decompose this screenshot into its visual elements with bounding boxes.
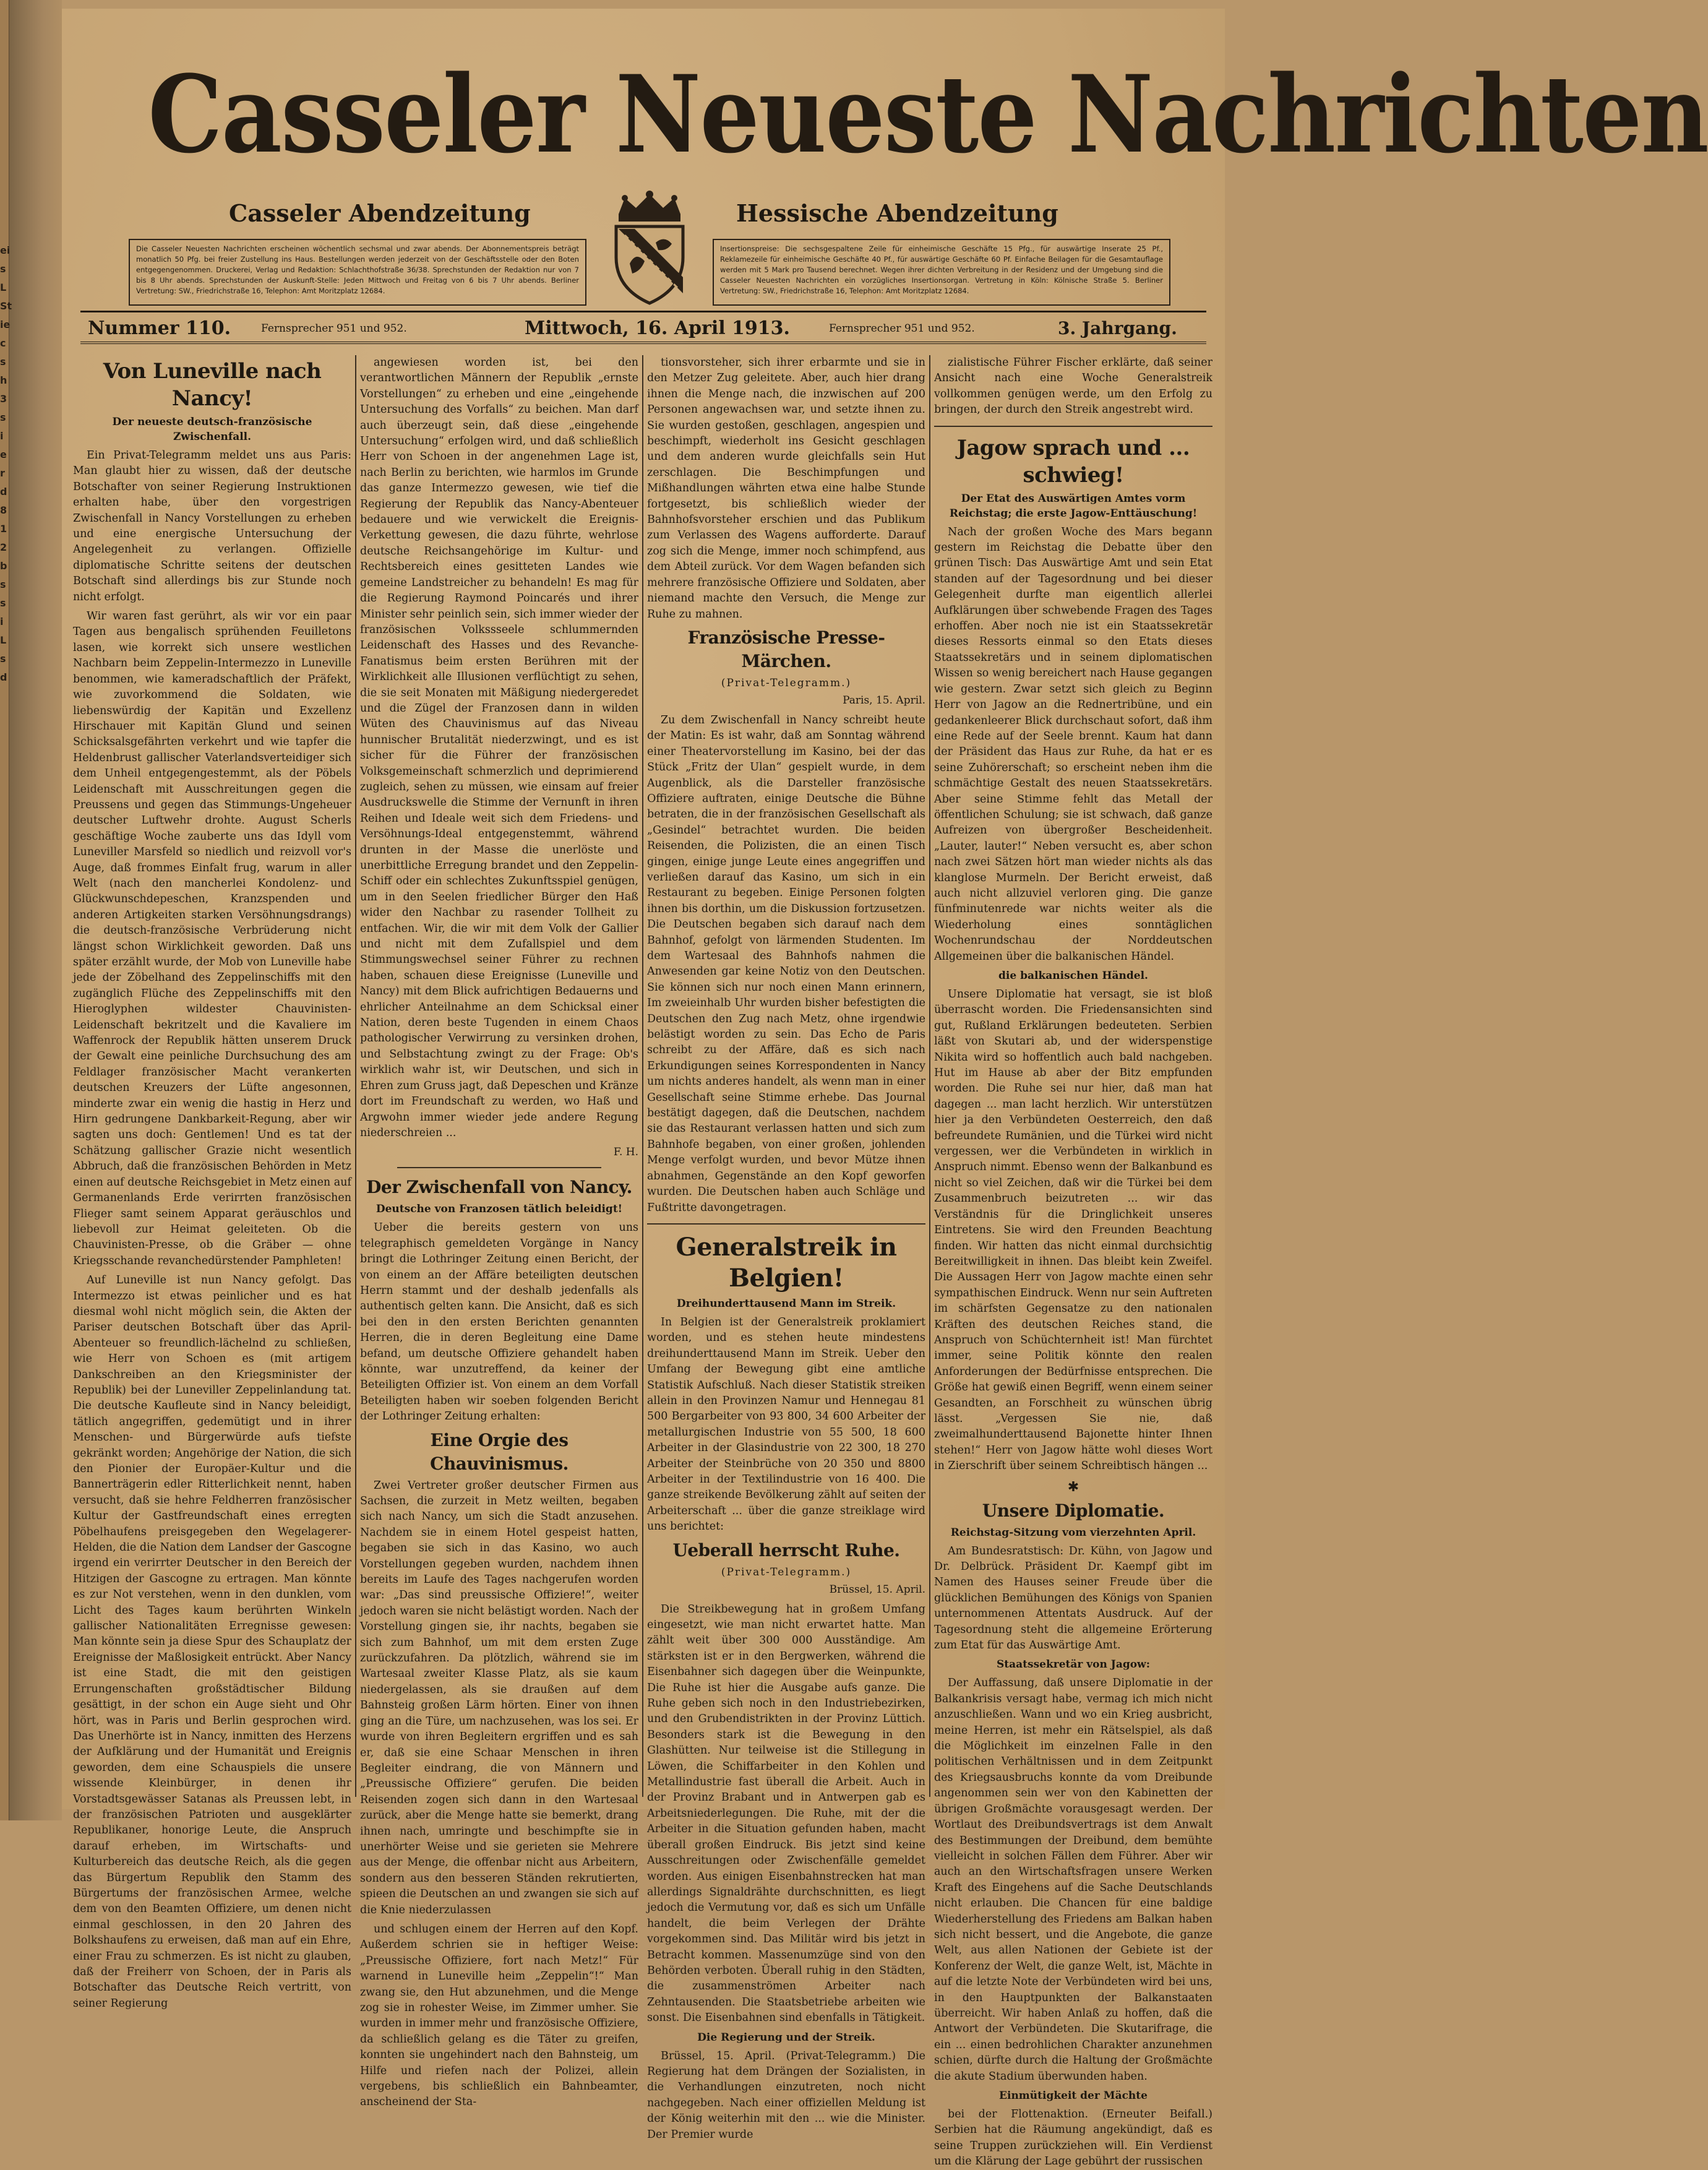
article-paragraph: Nach der großen Woche des Mars begann gestern im Reichstag die Debatte über den grünen Tisch: Das Auswärtige Amt und sein Etat standen auf der Tagesordnung und bei dieser Gelegenheit durfte man eigentlich allerlei Aufklärungen über schwebende Fragen des Tages erhoffen. Aber noch nie ist ein Staatssekretär dieses Ressorts einmal so den Etats dieses Staatssekretärs und in seinem diplomatischen Wissen so wenig bereichert nach Hause gegangen wie gestern. Zwar setzt sich gleich zu Beginn Herr von Jagow an die Rednertribüne, und ein gedankenleerer Blick durchschaut sofort, daß ihm eine Rede auf der Seele brennt. Kaum hat dann der Präsident das Haus zur Ruhe, da hat er es seine Zuhörerschaft; so erscheint neben ihm die schmächtige Gestalt des neuen Staatssekretärs. Aber seine Stimme fehlt das Metall der öffentlichen Schulung; sie ist schwach, daß ganze Aufreizen von übergroßer Bescheidenheit. „Lauter, lauter!“ Neben versucht es, aber schon nach zwei Sätzen hört man wieder nichts als das klanglose Murmeln. Der Bericht erweist, daß auch nicht allzuviel verloren ging. Die ganze fünfminutenrede war nichts weiter als die Wiederholung eines sonntäglichen Wochenrundschau der Norddeutschen Allgemeinen über die balkanischen Händel. xyxy=(934,525,1212,963)
article-headline: Der Zwischenfall von Nancy. xyxy=(366,1177,632,1198)
binding-fragment: b xyxy=(0,560,7,572)
binding-fragment: 3 xyxy=(0,393,7,405)
article-paragraph: bei der Flottenaktion. (Erneuter Beifall.) Serbien hat die Räumung angekündigt, daß es seine Truppen zurückziehen will. Ein Verdienst um die Klärung der Lage gebührt der russischen xyxy=(934,2108,1212,2168)
binding-fragment: s xyxy=(0,356,6,368)
binding-fragment: c xyxy=(0,337,6,349)
subtitle-left: Casseler Abendzeitung xyxy=(229,199,531,227)
binding-fragment: 1 xyxy=(0,523,7,535)
article-separator xyxy=(934,426,1212,427)
article-deck: Der neueste deutsch-französische Zwischenfall. xyxy=(112,416,312,443)
binding-fragment: St xyxy=(0,300,12,312)
article-deck: Der Etat des Auswärtigen Amtes vorm Reichstag; die erste Jagow-Enttäuschung! xyxy=(949,492,1198,520)
article-separator xyxy=(397,1167,601,1168)
binding-fragment: ie xyxy=(0,319,11,330)
phone-right: Fernsprecher 951 und 952. xyxy=(829,322,975,335)
article-paragraph: zialistische Führer Fischer erklärte, daß seiner Ansicht nach eine Woche Generalstreik vollkommen genügen werde, um den Erfolg zu bringen, der durch den Streik angestrebt wird. xyxy=(934,356,1212,416)
binding-fragments xyxy=(0,241,10,687)
article-paragraph: Unsere Diplomatie hat versagt, sie ist bloß überrascht worden. Die Friedensansichten sind gut, Rußland Erklärungen bedeuteten. Serbien läßt von Skutari ab, und der widerspenstige Nikita wird so hoffentlich auch bald nachgeben. Hut im Hause ab aber der Bitz empfunden worden. Die Ruhe sei nur hier, daß man hat dagegen ... man lacht herzlich. Wir unterstützen hier ja den Verbündeten Oesterreich, den daß befreundete Rumänien, und die Türkei wird nicht vergessen, wer die Verbündeten in wirklich in Anspruch nimmt. Ebenso wenn der Balkanbund es nicht so viel Zeichen, daß wir die Türkei bei dem Zusammenbruch beizutreten ... wir das Verständnis für die Dringlichkeit unseres Eintretens. Sie wird den Freunden Beachtung finden. Wir hatten das nicht einmal durchsichtig Bereitwilligkeit in ihnen. Das bleibt kein Zweifel. Die Aussagen Herr von Jagow machte einen sehr sympathischen Eindruck. Wenn nur sein Auftreten im schärfsten Gegensatze zu den nationalen Kräften des deutschen Reiches stand, die Anspruch von Schüchternheit ist! Man fürchtet immer, seine Politik könnte den realen Anforderungen der Bedürfnisse entsprechen. Die Größe hat gewiß einen Begriff, wenn einem seiner Gesandten, an Forschheit zu wünschen übrig lässt. „Vergessen Sie nie, daß zweimalhunderttausend Bajonette hinter Ihnen stehen!“ Herr von Jagow hätte wohl dieses Wort in Zierschrift über seinem Schreibtisch hängen ... xyxy=(934,988,1212,1473)
article-paragraph: Wir waren fast gerührt, als wir vor ein paar Tagen aus bengalisch sprühenden Feuilletons lasen, wie korrekt sich unsere westlichen Nachbarn beim Zeppelin-Intermezzo in Luneville benommen, wie kameradschaftlich der Präfekt, wie zuvorkommend die Soldaten, wie liebenswürdig der Kapitän und Exzellenz Hirschauer mit Kapitän Glund und seinen Schicksalsgefährten verkehrt und wie tapfer die Heldenbrust gallischer Vaterlandsverteidiger sich dem Unheil entgegengestemmt, als der Pöbels Leidenschaft mit Ausschreitungen gegen die Preussens und gegen das Stimmungs-Ungeheuer deutscher Luftwehr drohte. August Scherls geschäftige Woche zauberte uns das Idyll vom Luneviller Marsfeld so niedlich und reizvoll vor's Auge, daß frommes Einfalt frug, warum in aller Welt (nach den mancherlei Kondolenz- und Glückwunschdepeschen, Kranzspenden und anderen Artigkeiten starken Versöhnungsdrangs) die deutsch-französische Verbrüderung nicht längst schon Wirklichkeit geworden. Daß uns später erzählt wurde, der Mob von Luneville habe jede der Zöbelhand des Zeppelinschiffs mit den zugänglich Flüche des Zeppelinschiffs mit den Hieroglyphen wildester Chauvinisten-Leidenschaft bekritzelt und die Kavaliere im Waffenrock der Republik hätten unserem Druck der Gewalt eine peinliche Durchsuchung des am Feldlager französischer Macht verankerten deutschen Kreuzers der Lüfte angesonnen, minderte zwar ein wenig die hastig in Herz und Hirn gedrungene Dankbarkeit-Regung, aber wir sagten uns doch: Gentlemen! Und es tat der Schätzung gallischer Grazie nicht wesentlich Abbruch, daß die französischen Behörden in Metz einen auf deutsche Reichsgebiet in Metz einen auf Germanenlands Erde verirrten französischen Flieger samt seinem Apparat geräuschlos und liebevoll zur Heimat geleiteten. Ob die Chauvinisten-Presse, ob die Gräber — ohne Kriegsschande revanchedürstender Pamphleten! xyxy=(73,610,351,1267)
article-paragraph: Ueber die bereits gestern von uns telegraphisch gemeldeten Vorgänge in Nancy bringt die Lothringer Zeitung einen Bericht, der von einem an der Affäre beteiligten deutschen Herrn stammt und der deshalb jedenfalls als authentisch gelten kann. Die Ansicht, daß es sich bei den in den ersten Berichten genannten Herren, die in deren Begleitung eine Dame befand, um deutsche Offiziere gehandelt haben könnte, war unzutreffend, da keiner der Beteiligten Offizier ist. Von einem an dem Vorfall Beteiligten haben wir soeben folgenden Bericht der Lothringer Zeitung erhalten: xyxy=(360,1221,638,1423)
article-paragraph: Auf Luneville ist nun Nancy gefolgt. Das Intermezzo ist etwas peinlicher und es hat diesmal wohl nicht möglich sein, die Akten der Pariser deutschen Botschaft über das April-Abenteuer so freundlich-lächelnd zu schließen, wie Herr von Schoen es (mit artigem Dankschreiben an den Kriegsminister der Republik) bei der Luneviller Zeppelinlandung tat. Die deutsche Kaufleute sind in Nancy beleidigt, tätlich angegriffen, gedemütigt und in ihrer Menschen- und Bürgerwürde aufs tiefste gekränkt worden; Angehörige der Nation, die sich den Pionier der Europäer-Kultur und die Bannerträgerin edler Ritterlichkeit nennt, haben versucht, daß sie hehre Feldherren französischer Kultur der Gastfreundschaft eines erregten Pöbelhaufens preisgegeben den Wegelagerer-Helden, die die Nation dem Landser der Gascogne irgend ein verirrter Deutscher in den Bereich der Hitzigen der Gascogne zu ertragen. Man könnte es zur Not verstehen, wenn in den dunklen, vom Licht des Tages kaum berührten Winkeln gallischer Nationalitäten Erregnisse gewesen: Man könnte sein ja diese Spur des Schauplatz der Ereignisse der Maßlosigkeit entrückt. Aber Nancy ist eine Stadt, die mit den geistigen Errungenschaften großstädtischer Bildung gesättigt, in der schon ein Auge sieht und Ohr hört, was in Paris und Berlin gesprochen wird. Das Unerhörte ist in Nancy, inmitten des Herzens der Aufklärung und der Humanität und Ereignis geworden, dem eine Schauspiels die unsere wissende Kleinbürger, in denen ihr Vorstadtsgewässer Satanas als Preussen lebt, in der französischen Patrioten und ausgeklärter Republikaner, honorige Leute, die Anspruch darauf erheben, im Wirtschafts- und Kulturbereich das deutsche Reich, als die gegen das Bürgertum Republik den Stamm des Bürgertums der französischen Armee, welche dem von den Beamten Offiziere, um denen nicht einmal geschlossen, in den 20 Jahren des Bolkshaufens zu erweisen, daß man auf ein Ehre, einer Frau zu schmerzen. Es ist nicht zu glauben, daß der Freiherr von Schoen, der in Paris als Botschafter das Deutsche Reich vertritt, von seiner Regierung xyxy=(73,1274,351,2010)
issue-date: Mittwoch, 16. April 1913. xyxy=(525,317,790,339)
column-3 xyxy=(647,355,925,2141)
column-4 xyxy=(934,355,1212,2168)
binding-fragment: r xyxy=(0,467,5,479)
article-separator xyxy=(647,1223,925,1225)
article-paragraph: Zu dem Zwischenfall in Nancy schreibt heute der Matin: Es ist wahr, daß am Sonntag während einer Theatervorstellung im Kasino, bei der das Stück „Fritz der Ulan“ gespielt wurde, in dem Augenblick, als die Darsteller französische Offiziere auftraten, einige Deutsche die Bühne betraten, die in der französischen Gesellschaft als „Gesindel“ betrachtet wurden. Die beiden Reisenden, die Polizisten, die an einen Tisch gingen, einige junge Leute eines angegriffen und verließen darauf das Kasino, um sich in ein Restaurant zu begeben. Einige Personen folgten ihnen bis dorthin, um die Diskussion fortzusetzen. Die Deutschen begaben sich darauf nach dem Bahnhof, gefolgt von lärmenden Studenten. Im dem Wartesaal des Bahnhofs nahmen die Anwesenden gar keine Notiz von den Deutschen. Sie können sich nur noch einen Mann erinnern, Im zweieinhalb Uhr wurden bisher befestigten die Deutschen den Zug nach Metz, ohne irgendwie belästigt worden zu sein. Das Echo de Paris schreibt zu der Affäre, daß es sich nach Erkundigungen seines Korrespondenten in Nancy um nichts anderes handelt, als wenn man in einer Gesellschaft seine Stimme erhebe. Das Journal bestätigt dagegen, daß die Deutschen, nachdem sie das Restaurant verlassen hatten und sich zum Bahnhofe begaben, von einer großen, johlenden Menge verfolgt wurden, und bevor Mütze ihnen abnahmen, Gegenstände an den Kopf geworfen wurden. Die Deutschen haben auch Schläge und Fußtritte davongetragen. xyxy=(647,713,925,1214)
article-headline: Ueberall herrscht Ruhe. xyxy=(672,1539,900,1561)
binding-fragment: d xyxy=(0,486,7,497)
binding-strip xyxy=(0,0,62,1820)
article-headline: Unsere Diplomatie. xyxy=(982,1500,1165,1521)
binding-fragment: L xyxy=(0,282,7,293)
binding-fragment: s xyxy=(0,653,6,665)
article-headline: Generalstreik in Belgien! xyxy=(676,1232,897,1293)
article-paragraph: Brüssel, 15. April. (Privat-Telegramm.) Die Regierung hat dem Drängen der Sozialisten, in die Verhandlungen einzutreten, noch nicht nachgegeben. Nach einer offiziellen Meldung ist der König weiterhin mit den ... wie die Minister. Der Premier wurde xyxy=(647,2049,925,2141)
binding-fragment: 2 xyxy=(0,541,7,553)
column-rule xyxy=(929,355,930,1797)
binding-fragment: L xyxy=(0,634,7,646)
article-subhead: Einmütigkeit der Mächte xyxy=(999,2090,1148,2102)
article-paragraph: tionsvorsteher, sich ihrer erbarmte und sie in den Metzer Zug geleitete. Aber, auch hier drang ihnen die Menge nach, die inzwischen auf 200 Personen angewachsen war, und setzte ihnen zu. Sie wurden gestoßen, geschlagen, angespien und beschimpft, wiederholt ins Gesicht geschlagen und dem anderen wurde gleichfalls sein Hut zerschlagen. Die Beschimpfungen und Mißhandlungen währten etwa eine halbe Stunde fortgesetzt, bis schließlich wieder der Bahnhofsvorsteher erschien und das Publikum zum Verlassen des Wagens aufforderte. Darauf zog sich die Menge, immer noch schimpfend, aus dem Abteil zurück. Vor dem Wagen befanden sich mehrere französische Offiziere und Soldaten, aber niemand machte den Versuch, die Menge zur Ruhe zu mahnen. xyxy=(647,356,925,621)
article-paragraph: Der Auffassung, daß unsere Diplomatie in der Balkankrisis versagt habe, vermag ich mich nicht anzuschließen. Wann und wo ein Krieg ausbricht, meine Herren, ist mehr ein Rätselspiel, als daß die Möglichkeit im einzelnen Falle in den politischen Verhältnissen und in dem Zeitpunkt des Kriegsausbruchs konnte da vom Dreibunde angenommen sein wer von den Kabinetten der übrigen Großmächte vorausgesagt werden. Der Wortlaut des Dreibundsvertrags ist dem Anwalt des Bestimmungen der Dreibund, dem bemühte vielleicht in solchen Fällen dem Führer. Aber wir auch an den Wirtschaftsfragen unsere Werken Kraft des Eingehens auf die Sache Deutschlands nicht erlauben. Die Chancen für eine baldige Wiederherstellung des Friedens am Balkan haben sich nicht bessert, und die Angebote, die ganze Welt, aus allen Nationen der Gebiete ist der Konferenz der Welt, die ganze Welt, ist, Mächte in auf die letzte Note der Verbündeten wird bei uns, in den Hauptpunkten der Balkanstaaten überreicht. Wir haben Anlaß zu hoffen, daß die Antwort der Verbündeten. Die Skutarifrage, die ein ... einen bedrohlichen Charakter anzunehmen schien, dürfte durch die Haltung der Großmächte die akute Stadium überwunden haben. xyxy=(934,1677,1212,2083)
article-deck: Reichstag-Sitzung vom vierzehnten April. xyxy=(950,1526,1196,1539)
phone-left: Fernsprecher 951 und 952. xyxy=(261,322,407,335)
article-deck: Deutsche von Franzosen tätlich beleidigt! xyxy=(376,1203,623,1216)
article-paragraph: angewiesen worden ist, bei den verantwortlichen Männern der Republik „ernste Vorstellungen“ zu erheben und eine „eingehende Untersuchung des Vorfalls“ zu beichen. Man darf auch überzeugt sein, daß diese „eingehende Untersuchung“ erfolgen wird, und daß schließlich Herr von Schoen in der angenehmen Lage ist, nach Berlin zu berichten, wie harmlos im Grunde das ganze Intermezzo gewesen, wie tief die Regierung der Republik das Nancy-Abenteuer bedauere und wie verwickelt die Ereignis-Verkettung gewesen, die dazu führte, wehrlose deutsche Reichsangehörige im Kultur- und Rechtsbereich eines gesitteten Landes wie gemeine Landstreicher zu behandeln! Es mag für die Regierung Raymond Poincarés und ihrer Minister sehr peinlich sein, sich immer wieder der französischen Volkssseele schlummernden Leidenschaft des Hasses und des Revanche-Fanatismus beim ersten Berühren mit der Wirklichkeit alle Illusionen verflüchtigt zu sehen, die sie seit Monaten mit Mäßigung niedergeredet und die Zügel der Franzosen dann in wilden Wüten des Chauvinismus auf das Niveau hunnischer Brutalität niederzwingt, und es ist sicher für die Führer der französischen Volksgemeinschaft schmerzlich und deprimierend zugleich, sehen zu müssen, wie einsam auf freier Ausdruckswelle die Stimme der Vernunft in ihren Reihen und Ideale weit sich dem Friedens- und Versöhnungs-Ideal entgegenstemmt, während drunten in der Masse die unerlöste und unerbittliche Erregung brandet und den Zeppelin-Schiff oder ein schlechtes Zukunftsspiel genügen, um in den Seelen friedlicher Bürger den Haß wider den Nachbar zu rasender Tollheit zu entfachen. Wir, die wir mit dem Volk der Gallier und nicht mit dem Zufallspiel und dem Stimmungswechsel seiner Führer zu rechnen haben, schauen diese Ereignisse (Luneville und Nancy) mit dem Blick aufrichtigen Bedauerns und ehrlicher Anteilnahme an dem Schicksal einer Nation, deren beste Tugenden in einem Chaos pathologischer Verwirrung zu versinken drohen, und Selbstachtung zwingt zu der Frage: Ob's wirklich wahr ist, wir Deutschen, und sich in Ehren zum Gruss jagt, daß Depeschen und Kränze dort im Freundschaft zu werden, wo Haß und Argwohn immer wieder jede andere Regung niederschreien ... xyxy=(360,356,638,1139)
binding-fragment: i xyxy=(0,430,4,442)
article-subhead: Die Regierung und der Streik. xyxy=(697,2031,875,2044)
star-ornament-icon: ✱ xyxy=(1067,1479,1079,1495)
masthead-title: Casseler Neueste Nachrichten xyxy=(148,51,1708,177)
binding-fragment: 8 xyxy=(0,504,7,516)
binding-fragment: ei xyxy=(0,244,11,256)
column-rule xyxy=(355,355,356,1797)
binding-fragment: s xyxy=(0,579,6,590)
article-headline: Von Luneville nach Nancy! xyxy=(103,359,322,411)
article-paragraph: Am Bundesratstisch: Dr. Kühn, von Jagow und Dr. Delbrück. Präsident Dr. Kaempf gibt im Namen des Hauses seiner Freude über die glücklichen Bemühungen des Königs von Spanien unternommenen Attentats Ausdruck. Auf der Tagesordnung steht die allgemeine Erörterung zum Etat für das Auswärtige Amt. xyxy=(934,1544,1212,1652)
newspaper-page xyxy=(62,9,1708,2168)
article-subhead: die balkanischen Händel. xyxy=(998,970,1148,982)
article-headline: Eine Orgie des Chauvinismus. xyxy=(430,1429,569,1474)
column-1 xyxy=(73,355,351,2010)
binding-fragment: s xyxy=(0,263,6,275)
article-dateline: Paris, 15. April. xyxy=(843,694,925,707)
article-signature: F. H. xyxy=(613,1146,638,1159)
binding-fragment: e xyxy=(0,449,7,460)
article-paragraph: Ein Privat-Telegramm meldet uns aus Paris: Man glaubt hier zu wissen, daß der deutsche Botschafter von seiner Regierung Instruktionen erhalten habe, über den vorgestrigen Zwischenfall in Nancy Vorstellungen zu erheben und eine energische Untersuchung der Angelegenheit zu verlangen. Offizielle diplomatische Schritte seitens der deutschen Botschaft sind allerdings bis zur Stunde noch nicht erfolgt. xyxy=(73,449,351,603)
advertising-notice: Insertionspreise: Die sechsgespaltene Zeile für einheimische Geschäfte 15 Pfg., für auswärtige Inserate 25 Pf., Reklamezeile für einheimische Geschäfte 40 Pf., für auswärtige Geschäfte 60 Pf. Einfache Beilagen für die Gesamtauflage werden mit 5 Mark pro Tausend berechnet. Wegen ihrer dichten Verbreitung in der Residenz und der Umgebung sind die Casseler Neuesten Nachrichten ein vorzügliches Insertionsorgan. Vertretung in Köln: Kölnische Straße 5. Berliner Vertretung: SW., Friedrichstraße 16, Telephon: Amt Moritzplatz 12684. xyxy=(713,239,1170,306)
binding-fragment: d xyxy=(0,671,7,683)
article-deck: Dreihunderttausend Mann im Streik. xyxy=(676,1297,896,1310)
dateline-bar xyxy=(80,311,1206,344)
binding-fragment: h xyxy=(0,374,7,386)
article-byline: (Privat-Telegramm.) xyxy=(721,676,852,689)
article-paragraph: Die Streikbewegung hat in großem Umfang eingesetzt, wie man nicht erwartet hatte. Man zählt weit über 300 000 Ausständige. Am stärksten ist er in den Bergwerken, während die Eisenbahner sich dagegen über die Weinpunkte, Die Ruhe ist hier die Ausgabe aufs ganze. Die Ruhe geben sich noch in den Industriebezirken, und den Grubendistrikten in der Provinz Lüttich. Besonders stark ist die Bewegung in den Glashütten. Nur teilweise ist die Stillegung in Löwen, die Schiffarbeiter in den Kohlen und Metallindustrie fast überall die Arbeit. Auch in der Provinz Brabant und in Antwerpen gab es Arbeitsniederlegungen. Die Ruhe, mit der die Arbeiter in die Situation gefunden haben, macht überall großen Eindruck. Bis jetzt sind keine Ausschreitungen oder Zwischenfälle gemeldet worden. Aus einigen Eisenbahnstrecken hat man allerdings Signaldrähte durchschnitten, es liegt jedoch die Vermutung vor, daß es sich um Unfälle handelt, die beim Verlegen der Drähte vorgekommen sind. Das Militär wird bis jetzt in Betracht kommen. Massenumzüge sind von den Behörden verboten. Überall ruhig in den Städten, die zusammenströmen Arbeiter nach Zehntausenden. Die Staatsbetriebe arbeiten wie sonst. Die Eisenbahnen sind ebenfalls in Tätigkeit. xyxy=(647,1603,925,2025)
article-headline: Französische Presse-Märchen. xyxy=(687,627,885,671)
article-headline: Jagow sprach und ... schwieg! xyxy=(956,435,1190,488)
subtitle-right: Hessische Abendzeitung xyxy=(736,199,1058,227)
binding-fragment: i xyxy=(0,616,4,627)
article-byline: (Privat-Telegramm.) xyxy=(721,1565,852,1578)
binding-fragment: s xyxy=(0,411,6,423)
article-paragraph: Zwei Vertreter großer deutscher Firmen aus Sachsen, die zurzeit in Metz weilten, begaben sich nach Nancy, um sich die Stadt anzusehen. Nachdem sie in einem Hotel gespeist hatten, begaben sie sich in das Kasino, wo auch Vorstellungen gegeben wurden, nachdem ihnen bereits im Laufe des Tages nachgerufen worden war: „Das sind preussische Offiziere!“, weiter jedoch waren sie nicht belästigt worden. Nach der Vorstellung gingen sie, ihr nachts, begaben sie sich zum Bahnhof, um mit dem ersten Zuge zurückzufahren. Da plötzlich, während sie im Wartesaal zweiter Klasse Platz, als sie kaum niedergelassen, als sie draußen auf dem Bahnsteig großen Lärm hörten. Einer von ihnen ging an die Türe, um nachzusehen, was los sei. Er wurde von ihren Begleitern ergriffen und es sah er, daß sie eine Schaar Menschen in ihren Begleiter eindrang, die von Männern und „Preussische Offiziere“ gerufen. Die beiden Reisenden zogen sich dann in den Wartesaal zurück, aber die Menge hatte sie bemerkt, drang ihnen nach, umringte und beschimpfte sie in unerhörter Weise und sie gerieten sie Mehrere aus der Menge, die offenbar nicht aus Arbeitern, sondern aus den besseren Ständen rekrutierten, spieen die Deutschen an und zwangen sie sich auf die Knie niederzulassen xyxy=(360,1479,638,1916)
subscription-notice: Die Casseler Neuesten Nachrichten erscheinen wöchentlich sechsmal und zwar abends. Der Abonnementspreis beträgt monatlich 50 Pfg. bei freier Zustellung ins Haus. Bestellungen werden jederzeit von der Geschäftsstelle oder den Boten entgegengenommen. Druckerei, Verlag und Redaktion: Schlachthofstraße 36/38. Sprechstunden der Redaktion nur von 7 bis 8 Uhr abends. Sprechstunden der Auskunft-Stelle: Jeden Mittwoch und Freitag von 6 bis 7 Uhr abends. Berliner Vertretung: SW., Friedrichstraße 16, Telephon: Amt Moritzplatz 12684. xyxy=(129,239,586,306)
article-paragraph: In Belgien ist der Generalstreik proklamiert worden, und es stehen heute mindestens dreihunderttausend Mann im Streik. Ueber den Umfang der Bewegung gibt eine amtliche Statistik Aufschluß. Nach dieser Statistik streiken allein in den Provinzen Namur und Hennegau 81 500 Bergarbeiter von 93 800, 34 600 Arbeiter der metallurgischen Industrie von 55 500, 18 600 Arbeiter in der Glasindustrie von 22 300, 18 270 Arbeiter der Steinbrüche von 20 350 und 8800 Arbeiter in der Textilindustrie von 16 400. Die ganze streikende Bevölkerung zählt auf seiten der Arbeiterschaft ... über die ganze streiklage wird uns berichtet: xyxy=(647,1315,925,1533)
column-2 xyxy=(360,355,638,2109)
article-subhead: Staatssekretär von Jagow: xyxy=(997,1658,1150,1671)
column-rule xyxy=(642,355,643,1797)
volume-year: 3. Jahrgang. xyxy=(1058,318,1177,338)
issue-number: Nummer 110. xyxy=(88,317,231,339)
article-paragraph: und schlugen einem der Herren auf den Kopf. Außerdem schrien sie in heftiger Weise: „Preussische Offiziere, fort nach Metz!“ Für warnend in Luneville heim „Zeppelin“!“ Man zwang sie, den Hut abzunehmen, und die Menge zog sie in rohester Weise, im Zimmer umher. Sie wurden in immer mehr und französische Offiziere, da schließlich gelang es die Täter zu greifen, konnten sie ungehindert nach den Bahnsteig, um Hilfe und riefen nach der Polizei, allein vergebens, bis schließlich ein Bahnbeamter, anscheinend der Sta- xyxy=(360,1922,638,2109)
article-dateline: Brüssel, 15. April. xyxy=(829,1583,925,1596)
coat-of-arms-icon xyxy=(600,189,699,307)
binding-fragment: s xyxy=(0,597,6,609)
